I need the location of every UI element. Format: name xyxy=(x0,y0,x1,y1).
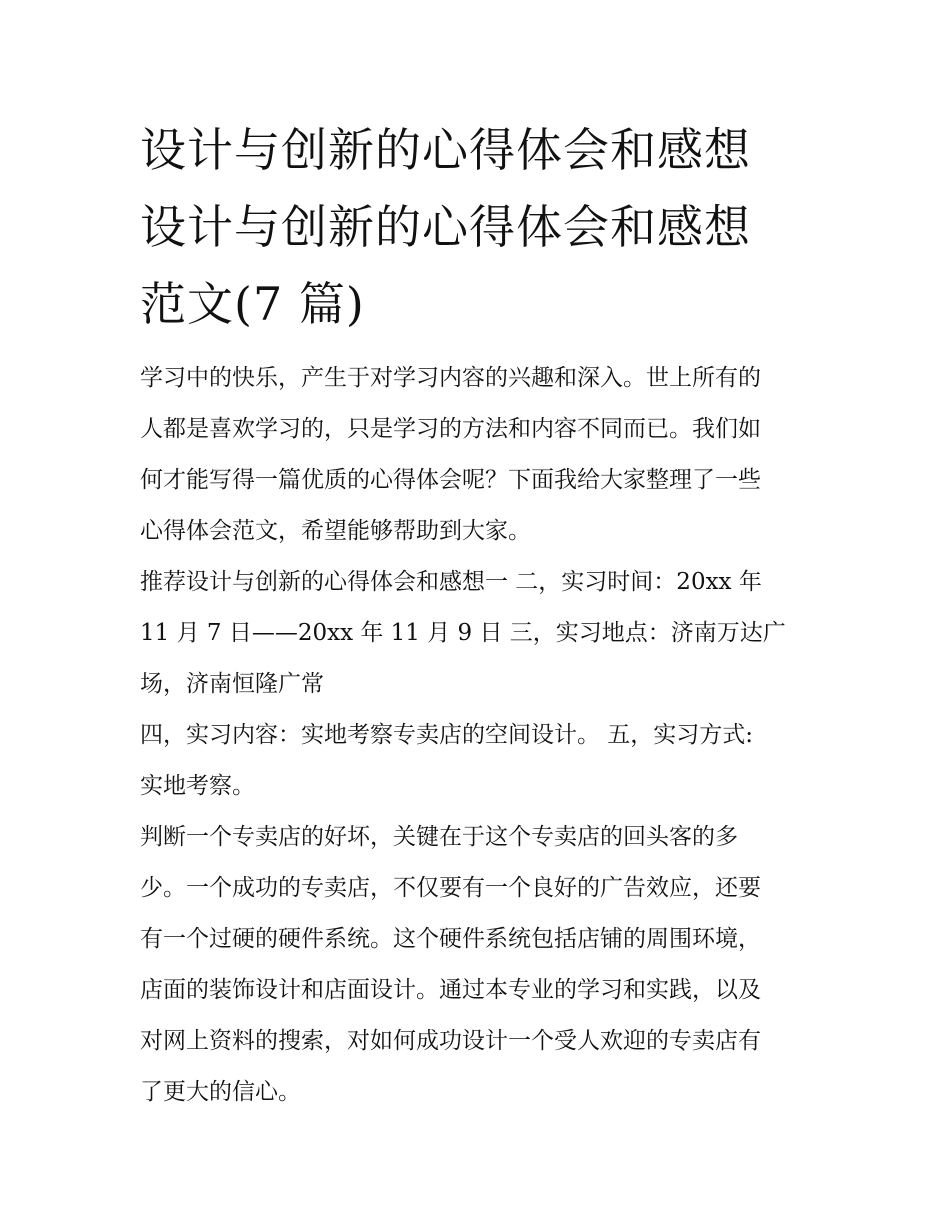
body-line: 四，实习内容：实地考察专卖店的空间设计。 五，实习方式: xyxy=(140,722,754,748)
body-line: 了更大的信心。 xyxy=(140,1079,301,1105)
body-line: 11 月 7 日——20xx 年 11 月 9 日 三，实习地点：济南万达广 xyxy=(140,620,786,646)
title-line: 设计与创新的心得体会和感想 xyxy=(140,123,751,177)
title-line: 设计与创新的心得体会和感想 xyxy=(140,200,751,254)
title-line: 范文(7 篇) xyxy=(140,277,365,331)
body-line: 何才能写得一篇优质的心得体会呢？下面我给大家整理了一些 xyxy=(140,467,761,493)
body-line: 人都是喜欢学习的，只是学习的方法和内容不同而已。我们如 xyxy=(140,416,761,442)
body-line: 对网上资料的搜索，对如何成功设计一个受人欢迎的专卖店有 xyxy=(140,1028,761,1054)
body-line: 场，济南恒隆广常 xyxy=(140,671,324,697)
body-line: 实地考察。 xyxy=(140,773,255,799)
document-title xyxy=(140,112,820,343)
body-line: 判断一个专卖店的好坏，关键在于这个专卖店的回头客的多 xyxy=(140,824,738,850)
body-line: 学习中的快乐，产生于对学习内容的兴趣和深入。世上所有的 xyxy=(140,365,761,391)
body-line: 少。一个成功的专卖店，不仅要有一个良好的广告效应，还要 xyxy=(140,875,761,901)
body-line: 店面的装饰设计和店面设计。通过本专业的学习和实践，以及 xyxy=(140,977,761,1003)
body-line: 推荐设计与创新的心得体会和感想一 二，实习时间：20xx 年 xyxy=(140,569,762,595)
document-body xyxy=(140,353,820,1118)
body-line: 有一个过硬的硬件系统。这个硬件系统包括店铺的周围环境， xyxy=(140,926,761,952)
body-line: 心得体会范文，希望能够帮助到大家。 xyxy=(140,518,531,544)
